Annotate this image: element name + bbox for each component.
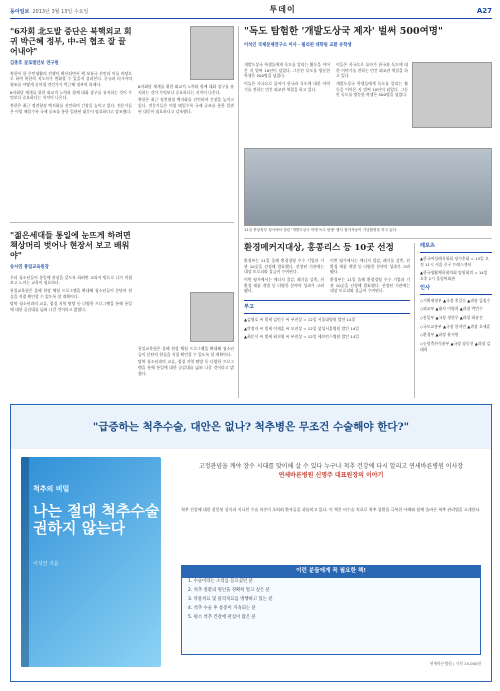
article-3-col <box>336 62 408 100</box>
article-3-para: 개발도상국 학생들에게 독도를 알리는 활동을 이어온 지 벌써 10년이 넘었다. 그동안 독도를 방문한 학생은 500명을 넘었다. <box>336 80 408 98</box>
article-4 <box>244 243 414 258</box>
section-title: 투데이 <box>269 5 296 15</box>
notice-item: ◇외교부 ▲대사 이영희 ▲과장 박민수 <box>420 306 483 312</box>
notice-item: ◇국토교통부 ▲국장 한지민 ▲과장 오세훈 <box>420 323 491 329</box>
obituary-box <box>244 300 410 343</box>
article-2-cont <box>138 292 234 378</box>
article-4-para: 이번 평가에서는 에너지 절감, 폐기물 감축, 친환경 제품 개발 등 다양한 분야의 성과가 고려됐다. <box>244 276 324 294</box>
portrait-photo <box>190 26 234 80</box>
ad-checklist-item: 2. 척추 질환의 원인을 정확히 알고 싶은 분 <box>188 587 270 593</box>
page-header <box>10 7 492 19</box>
article-2-headline: "젊은세대들 통일에 눈뜨게 하려면 책상머리 벗어나 현장서 보고 배워야" <box>10 230 131 260</box>
article-3-para: 이들은 자국으로 돌아가 한국과 독도에 대한 이야기를 전하는 민간 외교관 역할을 하고 있다. <box>336 62 408 79</box>
notice-item: ▲한국여성레저협회 정기총회 = 13일 오전 11시 서울 중구 프레스센터 <box>420 256 489 267</box>
notice-item: ◇통일부 ▲국장 정현우 ▲과장 최유진 <box>420 314 483 320</box>
notice-title-personnel: 인사 <box>420 285 492 295</box>
ad-headline: "급증하는 척추수술, 대안은 없나? 척추병은 무조건 수술해야 한다?" <box>11 405 491 449</box>
article-1-para: 6자회담 재개를 위한 외교적 노력과 함께 대화 창구를 유지하는 것이 무엇보다 중요하다는 지적이 나온다. <box>10 89 132 101</box>
article-4-para: 이번 평가에서는 에너지 절감, 폐기물 감축, 친환경 제품 개발 등 다양한 분야의 성과가 고려됐다. <box>330 258 410 275</box>
article-3-headline: "독도 탐험한 '개발도상국 제자' 벌써 500여명" <box>244 26 443 37</box>
article-3-para: 이들은 자국으로 돌아가 한국과 독도에 대한 이야기를 전하는 민간 외교관 역할을 하고 있다. <box>244 80 330 92</box>
article-2-para: 탈북 청소년과의 교류, 접경 지역 탐방 등 다양한 프로그램을 통해 통일에 대한 공감대를 넓혀 나갈 것이라고 밝혔다. <box>10 301 132 313</box>
ad-checklist-item: 4. 척추 수술 후 통증이 지속되는 분 <box>188 605 256 611</box>
photo-caption: 11일 중앙정부 청사에서 열린 '개발도상국 학생 독도 탐방' 행사 참가자들이 기념촬영을 하고 있다. <box>244 228 398 232</box>
ad-body: 척추 건강에 대한 잘못된 상식과 지나친 수술 의존이 오히려 환자들을 괴롭히고 있다. 이 책은 비수술 치료로 척추 질환을 극복한 사례와 함께 올바른 척추 관리법을 소개한다. <box>181 507 481 512</box>
book-title: 나는 절대 척추수술 권하지 않는다 <box>33 502 160 538</box>
article-1-headline: "6자회 北도발 중단은 북핵외교 회귀 박근혜 정부, 中-러 협조 잘 끌어내야" <box>10 26 132 56</box>
article-3-col <box>244 62 330 94</box>
article-3 <box>244 26 492 53</box>
notice-title-leisure: 레포츠 <box>420 243 492 253</box>
article-1-para: 6자회담 재개를 위한 외교적 노력과 함께 대화 창구를 유지하는 것이 무엇보다 중요하다는 지적이 나온다. <box>138 84 234 95</box>
notice-item: ▲한국생활체육협의회 임원회의 = 14일 오후 2시 올림픽회관 <box>420 270 488 281</box>
ad-checklist-title: 이런 분들에게 꼭 필요한 책! <box>182 566 480 578</box>
article-1-para: 북한은 최근 정전협정 백지화를 선언하며 긴장을 높이고 있다. 전문가들은 이럴 때일수록 국제 공조를 통한 일관된 대응이 필요하다고 강조했다. <box>10 103 132 114</box>
notice-item: ◇농림축산식품부 ▲국장 장동건 ▲과장 김태희 <box>420 340 491 352</box>
article-1-para: 북한이 한 주민생활의 전쟁이 확산되면서 핵 보유국 선언과 이를 바탕으로 하여 북한의 지도자가 변화할 수 있을지 살펴본다. 중국과 러시아의 협조를 어떻게 끌어낼 것인가가 박근혜 정부의 과제다. <box>10 70 132 88</box>
article-4-headline: 환경메커지대상, 홍콩리스 등 10곳 선정 <box>244 243 394 253</box>
ad-intro-text: 고정관념을 깨야 장수 시대를 맞이해 살 수 있다 누구나 척추 건강에 다시 알리고 연세바른병원 이사장 <box>198 463 464 470</box>
article-1-byline: 김충호 글로벌안보 연구원 <box>10 61 59 66</box>
article-3-subhead: 이석인 국제문제연구소 이사 · 필리핀 대학원 교환 유학생 <box>244 42 352 48</box>
column-divider <box>414 243 415 398</box>
book-advertisement <box>10 404 492 682</box>
article-2-para: 통일교육원은 올해 현장 체험 프로그램을 확대해 청소년들이 분단의 현실을 직접 확인할 수 있도록 할 계획이다. <box>138 346 234 357</box>
divider <box>244 238 492 239</box>
ad-intro <box>181 463 481 480</box>
book-series: 척추의 비밀 <box>33 485 70 493</box>
column-divider <box>238 26 239 398</box>
article-2 <box>10 230 132 315</box>
paper-name: 동아일보 2013년 3월 13일 수요일 <box>10 9 89 16</box>
ad-intro-highlight: 연세바른병원 신명주 대표원장의 이야기 <box>278 471 384 479</box>
article-4-col <box>330 258 410 296</box>
portrait-photo <box>412 62 492 128</box>
notice-column <box>420 243 492 355</box>
article-1 <box>10 26 132 116</box>
page-number: A27 <box>476 6 492 15</box>
ad-checklist <box>181 565 481 655</box>
ad-checklist-item: 5. 평소 척추 건강에 관심이 많은 분 <box>188 614 256 620</box>
obituary-item: ▲박정자 씨 별세 이재훈 씨 모친상 = 12일 삼성서울병원 발인 14일 <box>244 325 359 331</box>
article-4-col <box>244 258 324 296</box>
book-author: 이석인 지음 <box>33 561 59 567</box>
issue-date: 2013년 3월 13일 수요일 <box>32 9 89 16</box>
ad-footer: 연세바른병원 | 가격 15,000원 <box>429 661 481 666</box>
group-photo <box>244 148 492 226</box>
obituary-item: ▲최문식 씨 별세 최지영 씨 부친상 = 12일 세브란스병원 발인 14일 <box>244 334 359 340</box>
notice-item: ◇기획재정부 ▲국장 홍길동 ▲과장 김철수 <box>420 297 491 303</box>
article-4-para: 환경부는 11일 올해 환경경영 우수 기업과 기관 10곳을 선정해 발표했다. 선정된 기관에는 대상 트로피와 상금이 수여된다. <box>244 258 324 275</box>
ad-checklist-item: 1. 수술이라는 소리를 들으셨던 분 <box>188 579 253 585</box>
article-1-cont <box>138 26 234 116</box>
notice-item: ◇환경부 ▲과장 윤서연 <box>420 332 459 338</box>
obituary-title: 부고 <box>244 304 410 314</box>
book-cover <box>21 457 161 667</box>
article-3-para: 개발도상국 학생들에게 독도를 알리는 활동을 이어온 지 벌써 10년이 넘었다. 그동안 독도를 방문한 학생은 500명을 넘었다. <box>244 62 330 79</box>
book-spine <box>21 457 29 667</box>
ad-checklist-item: 3. 약물치료 및 물리치료를 병행하고 있는 분 <box>188 596 273 602</box>
article-2-para: 우리 청소년들이 통일에 관심을 갖도록 하려면 교과서 밖으로 나가 직접 보고 느끼는 교육이 필요하다. <box>10 274 132 286</box>
divider <box>10 222 234 223</box>
article-2-para: 탈북 청소년과의 교류, 접경 지역 탐방 등 다양한 프로그램을 통해 통일에 대한 공감대를 넓혀 나갈 것이라고 밝혔다. <box>138 359 234 376</box>
article-2-byline: 송서연 통일교육원장 <box>10 265 49 270</box>
obituary-item: ▲김영호 씨 별세 김민수 씨 부친상 = 12일 서울대병원 발인 14일 <box>244 317 356 323</box>
portrait-photo <box>190 292 234 342</box>
article-4-para: 환경부는 11일 올해 환경경영 우수 기업과 기관 10곳을 선정해 발표했다. 선정된 기관에는 대상 트로피와 상금이 수여된다. <box>330 276 410 294</box>
article-2-para: 통일교육원은 올해 현장 체험 프로그램을 확대해 청소년들이 분단의 현실을 직접 확인할 수 있도록 할 계획이다. <box>10 288 132 299</box>
article-1-para: 북한은 최근 정전협정 백지화를 선언하며 긴장을 높이고 있다. 전문가들은 이럴 때일수록 국제 공조를 통한 일관된 대응이 필요하다고 강조했다. <box>138 97 234 114</box>
